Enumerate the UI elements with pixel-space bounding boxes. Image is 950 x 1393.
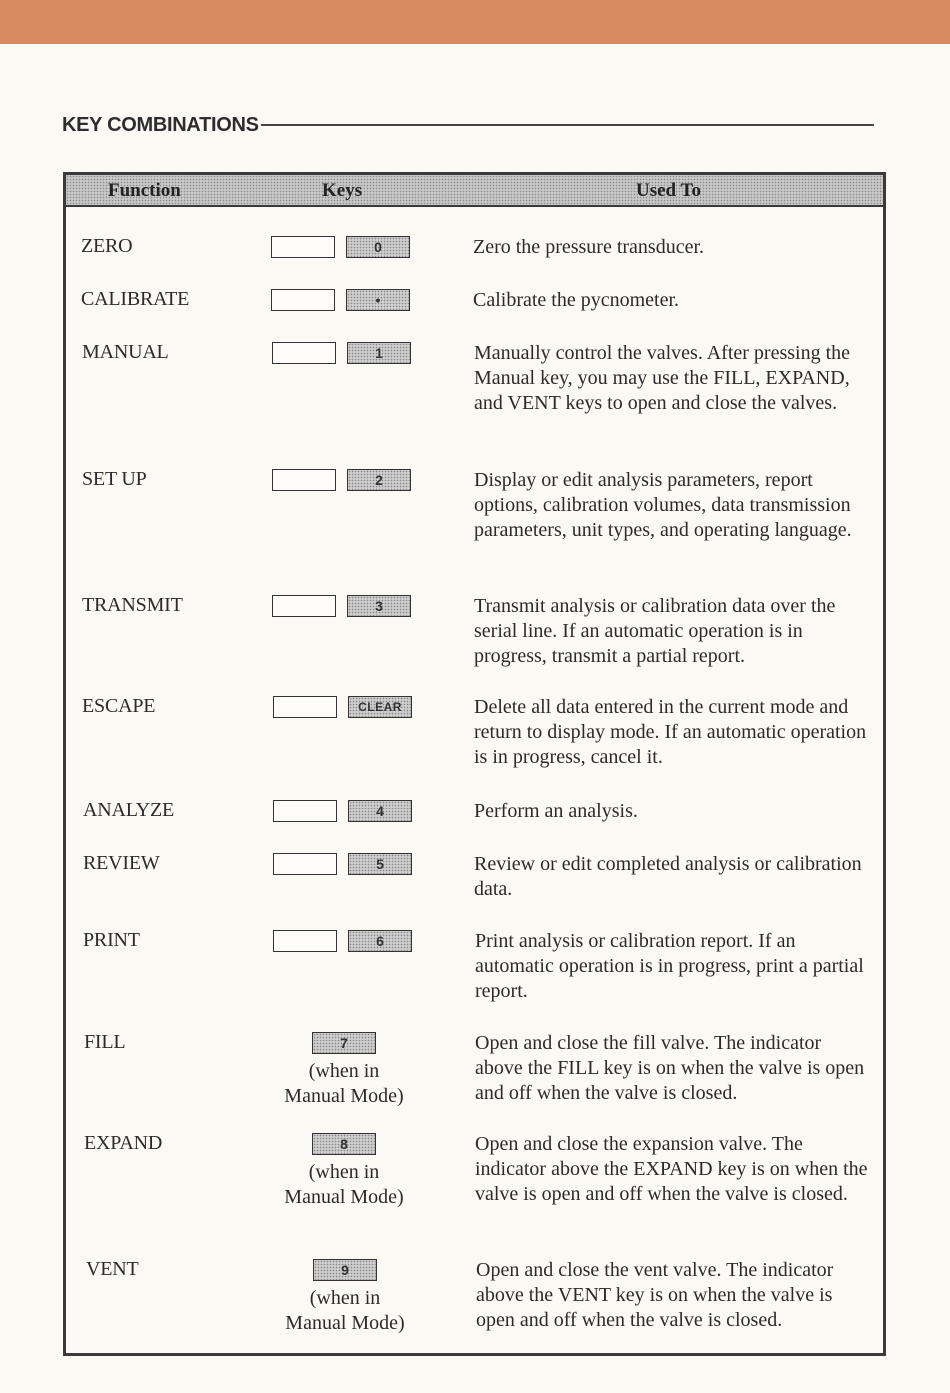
- key-0: 0: [346, 236, 410, 258]
- function-name: ANALYZE: [83, 799, 175, 821]
- key-7: 7: [312, 1032, 376, 1054]
- function-name: VENT: [86, 1258, 139, 1280]
- key-note: (when in Manual Mode): [285, 1287, 405, 1334]
- description: Open and close the expansion valve. The indicator above the EXPAND key is on when the valve is open and off when the valve is closed.: [475, 1133, 868, 1205]
- description: Open and close the vent valve. The indicator above the VENT key is on when the valve is open and off when the valve is closed.: [476, 1259, 834, 1331]
- column-header-function: Function: [108, 180, 181, 201]
- key-1: 1: [347, 342, 411, 364]
- description: Manually control the valves. After pressing the Manual key, you may use the FILL, EXPAND, and VENT keys to open and close the valves.: [474, 342, 851, 414]
- blank-key: [273, 853, 337, 875]
- function-name: EXPAND: [84, 1132, 163, 1154]
- top-color-band: [0, 0, 950, 44]
- description: Open and close the fill valve. The indicator above the FILL key is on when the valve is open and off when the valve is closed.: [475, 1032, 865, 1104]
- section-heading: [62, 110, 874, 140]
- description: Display or edit analysis parameters, report options, calibration volumes, data transmission parameters, unit types, and operating language.: [474, 469, 852, 541]
- key-3: 3: [347, 595, 411, 617]
- function-name: PRINT: [83, 929, 140, 951]
- key-8: 8: [312, 1133, 376, 1155]
- key-note: (when in Manual Mode): [284, 1161, 404, 1208]
- key-combinations-table: [63, 172, 886, 1356]
- blank-key: [271, 289, 335, 311]
- section-title: KEY COMBINATIONS: [62, 113, 259, 136]
- key-note: (when in Manual Mode): [284, 1060, 404, 1107]
- key-6: 6: [348, 930, 412, 952]
- column-header-used-to: Used To: [636, 180, 701, 201]
- function-name: ZERO: [81, 235, 133, 257]
- blank-key: [273, 696, 337, 718]
- blank-key: [272, 595, 336, 617]
- heading-rule: [261, 124, 874, 126]
- key-5: 5: [348, 853, 412, 875]
- function-name: REVIEW: [83, 852, 160, 874]
- function-name: ESCAPE: [82, 695, 156, 717]
- description: Perform an analysis.: [474, 800, 638, 822]
- key-decimal-point: •: [346, 289, 410, 311]
- function-name: SET UP: [82, 468, 147, 490]
- function-name: CALIBRATE: [81, 288, 190, 310]
- description: Review or edit completed analysis or calibration data.: [474, 853, 862, 900]
- key-9: 9: [313, 1259, 377, 1281]
- column-header-keys: Keys: [322, 180, 363, 201]
- blank-key: [273, 930, 337, 952]
- key-clear: CLEAR: [348, 696, 412, 718]
- blank-key: [272, 342, 336, 364]
- blank-key: [272, 469, 336, 491]
- key-4: 4: [348, 800, 412, 822]
- description: Delete all data entered in the current mode and return to display mode. If an automatic operation is in progress, cancel it.: [474, 696, 867, 768]
- description: Print analysis or calibration report. If an automatic operation is in progress, print a partial report.: [475, 930, 864, 1002]
- description: Transmit analysis or calibration data over the serial line. If an automatic operation is in progress, transmit a partial report.: [474, 595, 836, 667]
- description: Zero the pressure transducer.: [473, 236, 705, 258]
- function-name: TRANSMIT: [82, 594, 183, 616]
- function-name: FILL: [84, 1031, 126, 1053]
- function-name: MANUAL: [82, 341, 169, 363]
- blank-key: [271, 236, 335, 258]
- table-header: [66, 175, 883, 207]
- blank-key: [273, 800, 337, 822]
- description: Calibrate the pycnometer.: [473, 289, 680, 311]
- key-2: 2: [347, 469, 411, 491]
